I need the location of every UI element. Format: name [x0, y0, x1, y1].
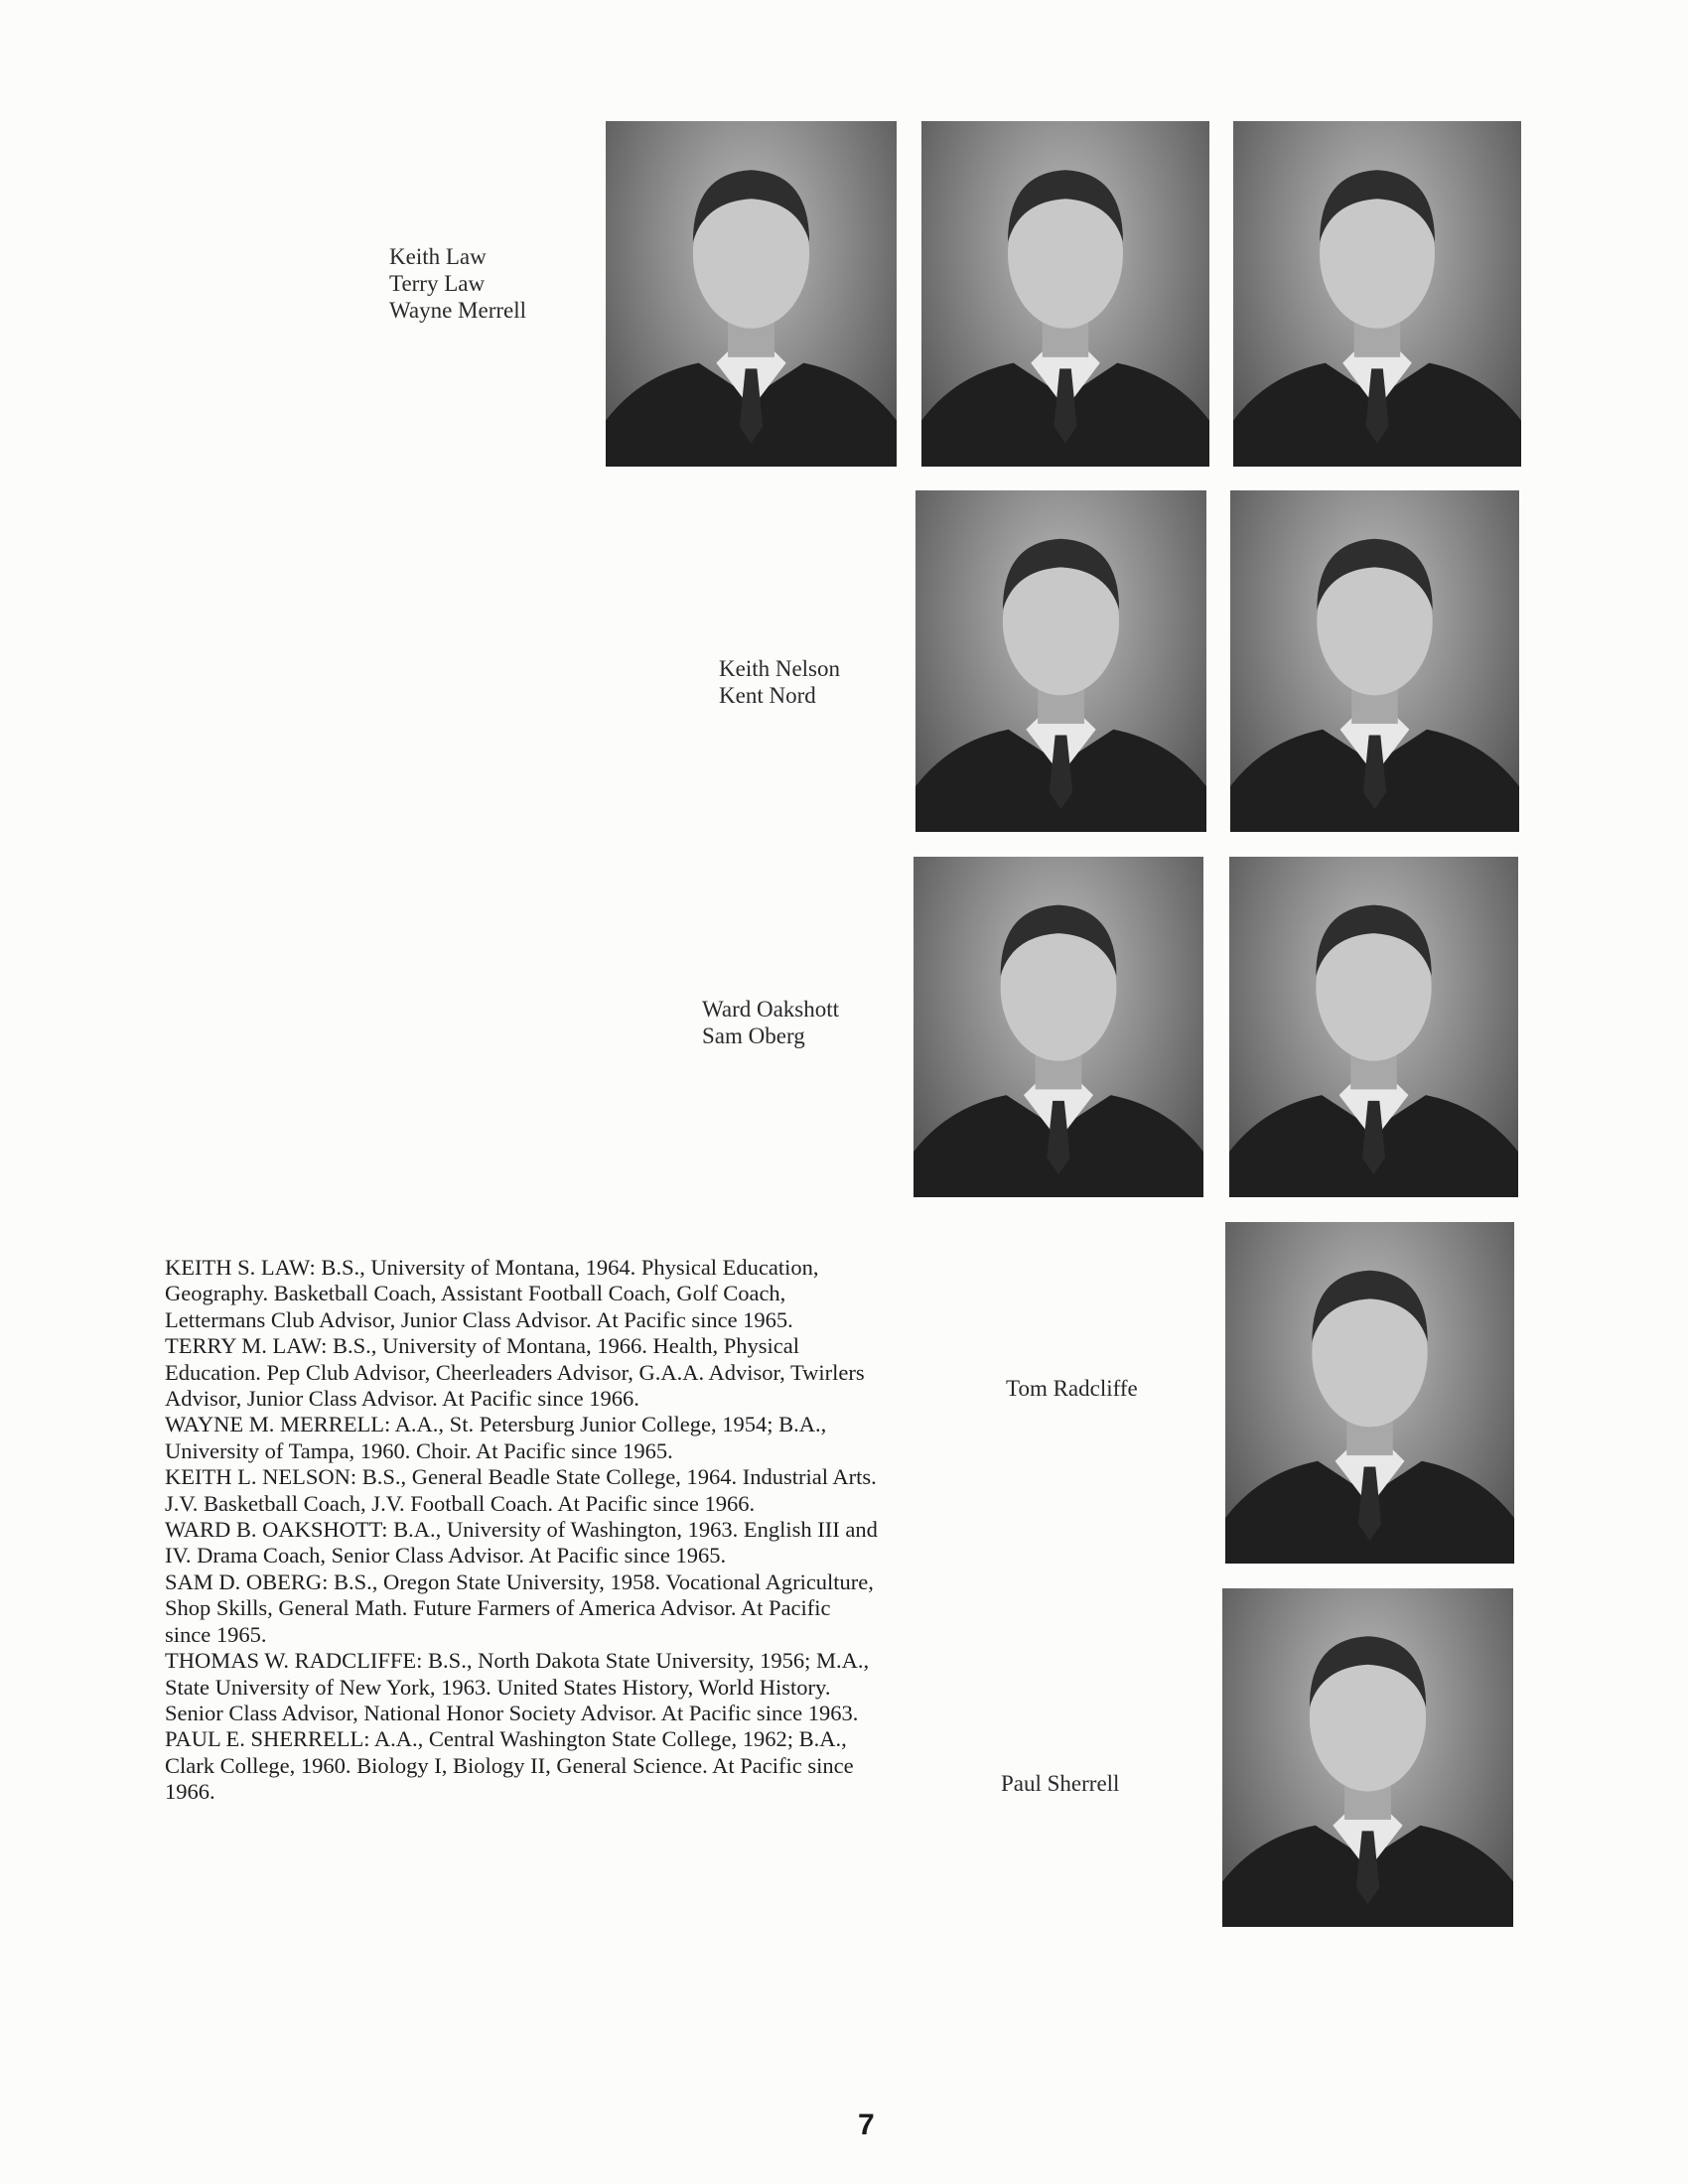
bio-paragraph: WARD B. OAKSHOTT: B.A., University of Washington, 1963. English III and IV. Drama Coach, Senior Class Advisor. At Pacific since 1965.	[165, 1517, 878, 1569]
caption-name: Keith Law	[389, 244, 487, 269]
caption-sherrell	[1001, 1770, 1119, 1797]
caption-radcliffe	[1006, 1375, 1138, 1402]
portrait-silhouette	[1229, 857, 1518, 1197]
bio-paragraph: TERRY M. LAW: B.S., University of Montana, 1966. Health, Physical Education. Pep Club Advisor, Cheerleaders Advisor, G.A.A. Advisor, Twirlers Advisor, Junior Class Advisor. At Pacific since 1966.	[165, 1333, 865, 1412]
portrait-kent-nord	[1230, 490, 1519, 832]
caption-name: Wayne Merrell	[389, 298, 526, 323]
portrait-ward-oakshott	[914, 857, 1203, 1197]
bio-paragraph: PAUL E. SHERRELL: A.A., Central Washington State College, 1962; B.A., Clark College, 1960. Biology I, Biology II, General Science. At Pacific since 1966.	[165, 1726, 854, 1805]
caption-row2	[719, 655, 840, 709]
page-number: 7	[858, 2109, 875, 2141]
portrait-keith-law	[606, 121, 897, 467]
portrait-paul-sherrell	[1222, 1588, 1513, 1927]
caption-name: Ward Oakshott	[702, 997, 840, 1022]
caption-name: Kent Nord	[719, 683, 816, 708]
bio-paragraph: WAYNE M. MERRELL: A.A., St. Petersburg Junior College, 1954; B.A., University of Tampa, 1960. Choir. At Pacific since 1965.	[165, 1412, 827, 1463]
portrait-terry-law	[921, 121, 1209, 467]
portrait-tom-radcliffe	[1225, 1222, 1514, 1564]
portrait-sam-oberg	[1229, 857, 1518, 1197]
caption-name: Sam Oberg	[702, 1024, 805, 1048]
portrait-silhouette	[1230, 490, 1519, 832]
bio-paragraph: SAM D. OBERG: B.S., Oregon State University, 1958. Vocational Agriculture, Shop Skills, General Math. Future Farmers of America Advisor. At Pacific since 1965.	[165, 1569, 874, 1647]
caption-name: Paul Sherrell	[1001, 1771, 1120, 1796]
caption-name: Keith Nelson	[719, 656, 841, 681]
faculty-bios	[165, 1255, 880, 1806]
caption-row1	[389, 243, 526, 324]
portrait-silhouette	[914, 857, 1203, 1197]
portrait-wayne-merrell	[1233, 121, 1521, 467]
bio-paragraph: KEITH L. NELSON: B.S., General Beadle State College, 1964. Industrial Arts. J.V. Basketball Coach, J.V. Football Coach. At Pacific since 1966.	[165, 1464, 877, 1516]
portrait-silhouette	[606, 121, 897, 467]
portrait-silhouette	[921, 121, 1209, 467]
bio-paragraph: KEITH S. LAW: B.S., University of Montana, 1964. Physical Education, Geography. Basketball Coach, Assistant Football Coach, Golf Coach, Lettermans Club Advisor, Junior Class Advisor. At Pacific since 1965.	[165, 1255, 819, 1332]
caption-name: Tom Radcliffe	[1006, 1376, 1138, 1401]
portrait-silhouette	[1225, 1222, 1514, 1564]
bio-paragraph: THOMAS W. RADCLIFFE: B.S., North Dakota State University, 1956; M.A., State University of New York, 1963. United States History, World History. Senior Class Advisor, National Honor Society Advisor. At Pacific since 1963.	[165, 1648, 870, 1725]
caption-name: Terry Law	[389, 271, 486, 296]
portrait-silhouette	[1233, 121, 1521, 467]
caption-row3	[702, 996, 839, 1049]
portrait-silhouette	[915, 490, 1206, 832]
portrait-silhouette	[1222, 1588, 1513, 1927]
portrait-keith-nelson	[915, 490, 1206, 832]
